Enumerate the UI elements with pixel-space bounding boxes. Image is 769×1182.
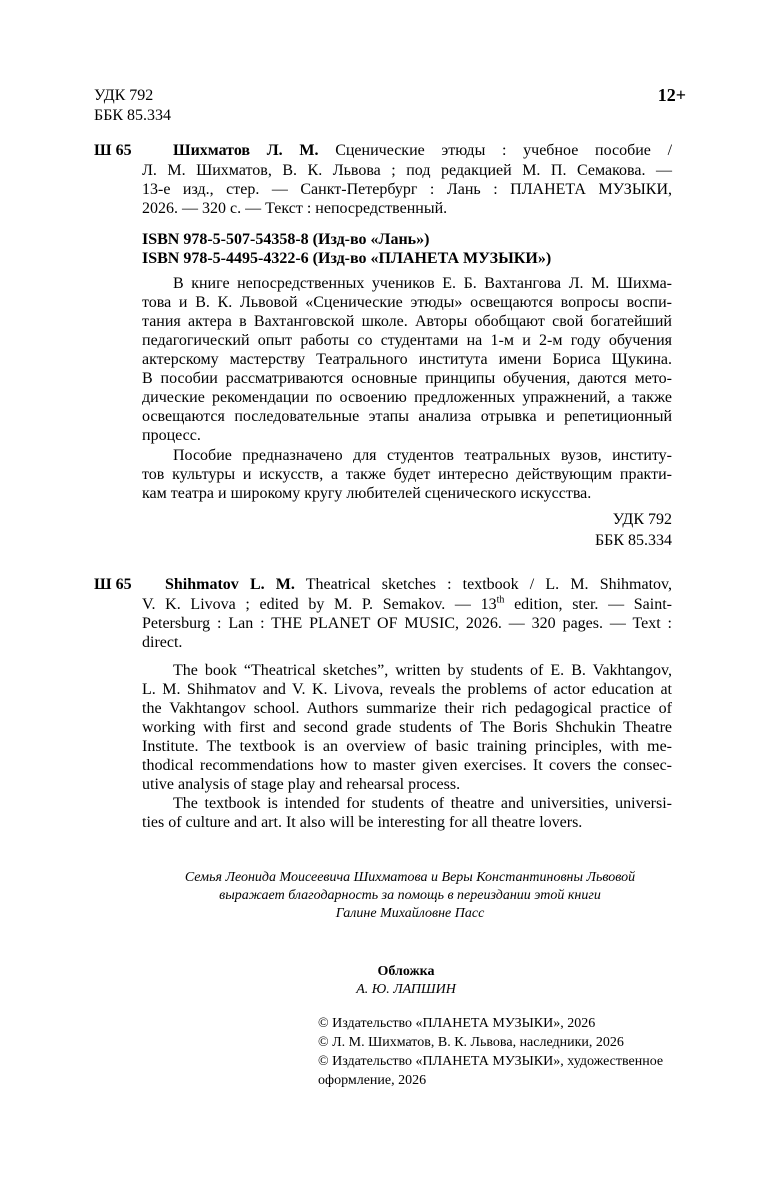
en-record-line1 [165,575,672,594]
en-record-line2-post: edition, ster. — Saint- [504,596,673,613]
ru-abstract-p1 [142,274,672,445]
copyright-design: © Издательство «ПЛАНЕТА МУЗЫКИ», художественное [318,1054,664,1069]
en-abstract-p1-line: thodical recommendations how to master given exercises. It covers the consec- [142,757,672,774]
en-abstract-p2-line: The textbook is intended for students of theatre and universities, universi- [173,795,672,812]
ru-abstract-p1-line: тания актера в Вахтанговской школе. Авторы обобщают свой богатейший [142,313,672,330]
ru-abstract-p1-line: процесс. [142,427,201,444]
ru-abstract-p1-line: педагогический опыт работы со студентами на 1-м и 2-м году обучения [142,332,672,349]
ru-abstract-p2-line: тов культуры и искусств, а также будет интересно действующим практи- [142,466,672,483]
en-record-body [142,595,672,652]
ru-record-code: Ш 65 [94,142,132,159]
ru-abstract-p2-line: кам театра и широкому кругу любителей сценического искусства. [142,485,592,502]
isbn-planeta: ISBN 978-5-4495-4322-6 (Изд-во «ПЛАНЕТА МУЗЫКИ») [142,250,552,267]
ru-abstract-p1-line: това и В. К. Львовой «Сценические этюды» освещаются вопросы воспи- [142,294,672,311]
ru-abstract-p1-line: актерскому мастерству Театрального института имени Бориса Щукина. [142,351,672,368]
ru-record-line1 [173,141,672,160]
en-record-code: Ш 65 [94,576,132,593]
ru-abstract-bbk: ББК 85.334 [594,532,672,549]
copyright-authors: © Л. М. Шихматов, В. К. Львова, наследники, 2026 [318,1035,624,1050]
ru-record-line2: Л. М. Шихматов, В. К. Львова ; под редакцией М. П. Семакова. — [142,162,672,179]
en-abstract-p1-line: working with first and second grade students of The Boris Shchukin Theatre [142,719,672,736]
copyright-block [318,1014,698,1090]
ru-abstract-p2-line: Пособие предназначено для студентов театральных вузов, институ- [173,447,672,464]
isbn-lan: ISBN 978-5-507-54358-8 (Изд-во «Лань») [142,231,430,248]
en-abstract-p2-line: ties of culture and art. It also will be interesting for all theatre lovers. [142,814,583,831]
en-abstract-p1-line: The book “Theatrical sketches”, written by students of E. B. Vakhtangov, [173,662,672,679]
header-bbk: ББК 85.334 [94,107,172,124]
acknowledgement-line3: Галине Михайловне Пасс [335,906,485,921]
copyright-publisher: © Издательство «ПЛАНЕТА МУЗЫКИ», 2026 [318,1016,596,1031]
en-record-line4: direct. [142,634,183,651]
ru-abstract-p1-line: дические рекомендации по освоению предложенных упражнений, а также [142,389,672,406]
ru-record-author: Шихматов Л. М. [173,142,319,159]
copyright-design-cont: оформление, 2026 [318,1073,427,1088]
en-record-line3: Petersburg : Lan : THE PLANET OF MUSIC, 2026. — 320 pages. — Text : [142,615,672,632]
cover-designer: А. Ю. ЛАПШИН [356,982,456,997]
ru-record-body [142,161,672,218]
en-record-line2 [142,595,672,614]
en-abstract-p2 [142,794,672,832]
en-record-author: Shihmatov L. M. [165,576,295,593]
ru-record-title: Сценические этюды : учебное пособие / [335,142,673,159]
en-record-title: Theatrical sketches : textbook / L. M. Shihmatov, [305,576,672,593]
ru-abstract-p1-line: В книге непосредственных учеников Е. Б. Вахтангова Л. М. Шихма- [173,275,672,292]
en-record-line2-pre: V. K. Livova ; edited by M. P. Semakov. — 13 [142,596,497,613]
ru-abstract-udk: УДК 792 [612,511,672,528]
en-abstract-p1 [142,661,672,794]
ru-record-line3: 13-е изд., стер. — Санкт-Петербург : Лань : ПЛАНЕТА МУЗЫКИ, [142,181,672,198]
header-udk: УДК 792 [94,87,154,104]
age-rating-badge: 12+ [657,85,686,105]
en-record-edition-sup: th [496,594,505,606]
ru-record-line4: 2026. — 320 с. — Текст : непосредственный. [142,200,448,217]
acknowledgement-line2: выражает благодарность за помощь в переиздании этой книги [219,888,601,903]
acknowledgement [94,869,726,923]
en-abstract-p1-line: the Vakhtangov school. Authors summarize their rich pedagogical practice of [142,700,672,717]
en-abstract-p1-line: Institute. The textbook is an overview of basic training principles, with me- [142,738,672,755]
cover-label: Обложка [377,964,435,979]
ru-abstract-p1-line: освещаются последовательные этапы анализа отрывка и репетиционный [142,408,672,425]
ru-abstract-p2 [142,446,672,503]
acknowledgement-line1: Семья Леонида Моисеевича Шихматова и Веры Константиновны Львовой [184,870,636,885]
ru-abstract-p1-line: В пособии рассматриваются основные принципы обучения, даются мето- [142,370,672,387]
en-abstract-p1-line: utive analysis of stage play and rehearsal process. [142,776,461,793]
en-abstract-p1-line: L. M. Shihmatov and V. K. Livova, reveals the problems of actor education at [142,681,672,698]
